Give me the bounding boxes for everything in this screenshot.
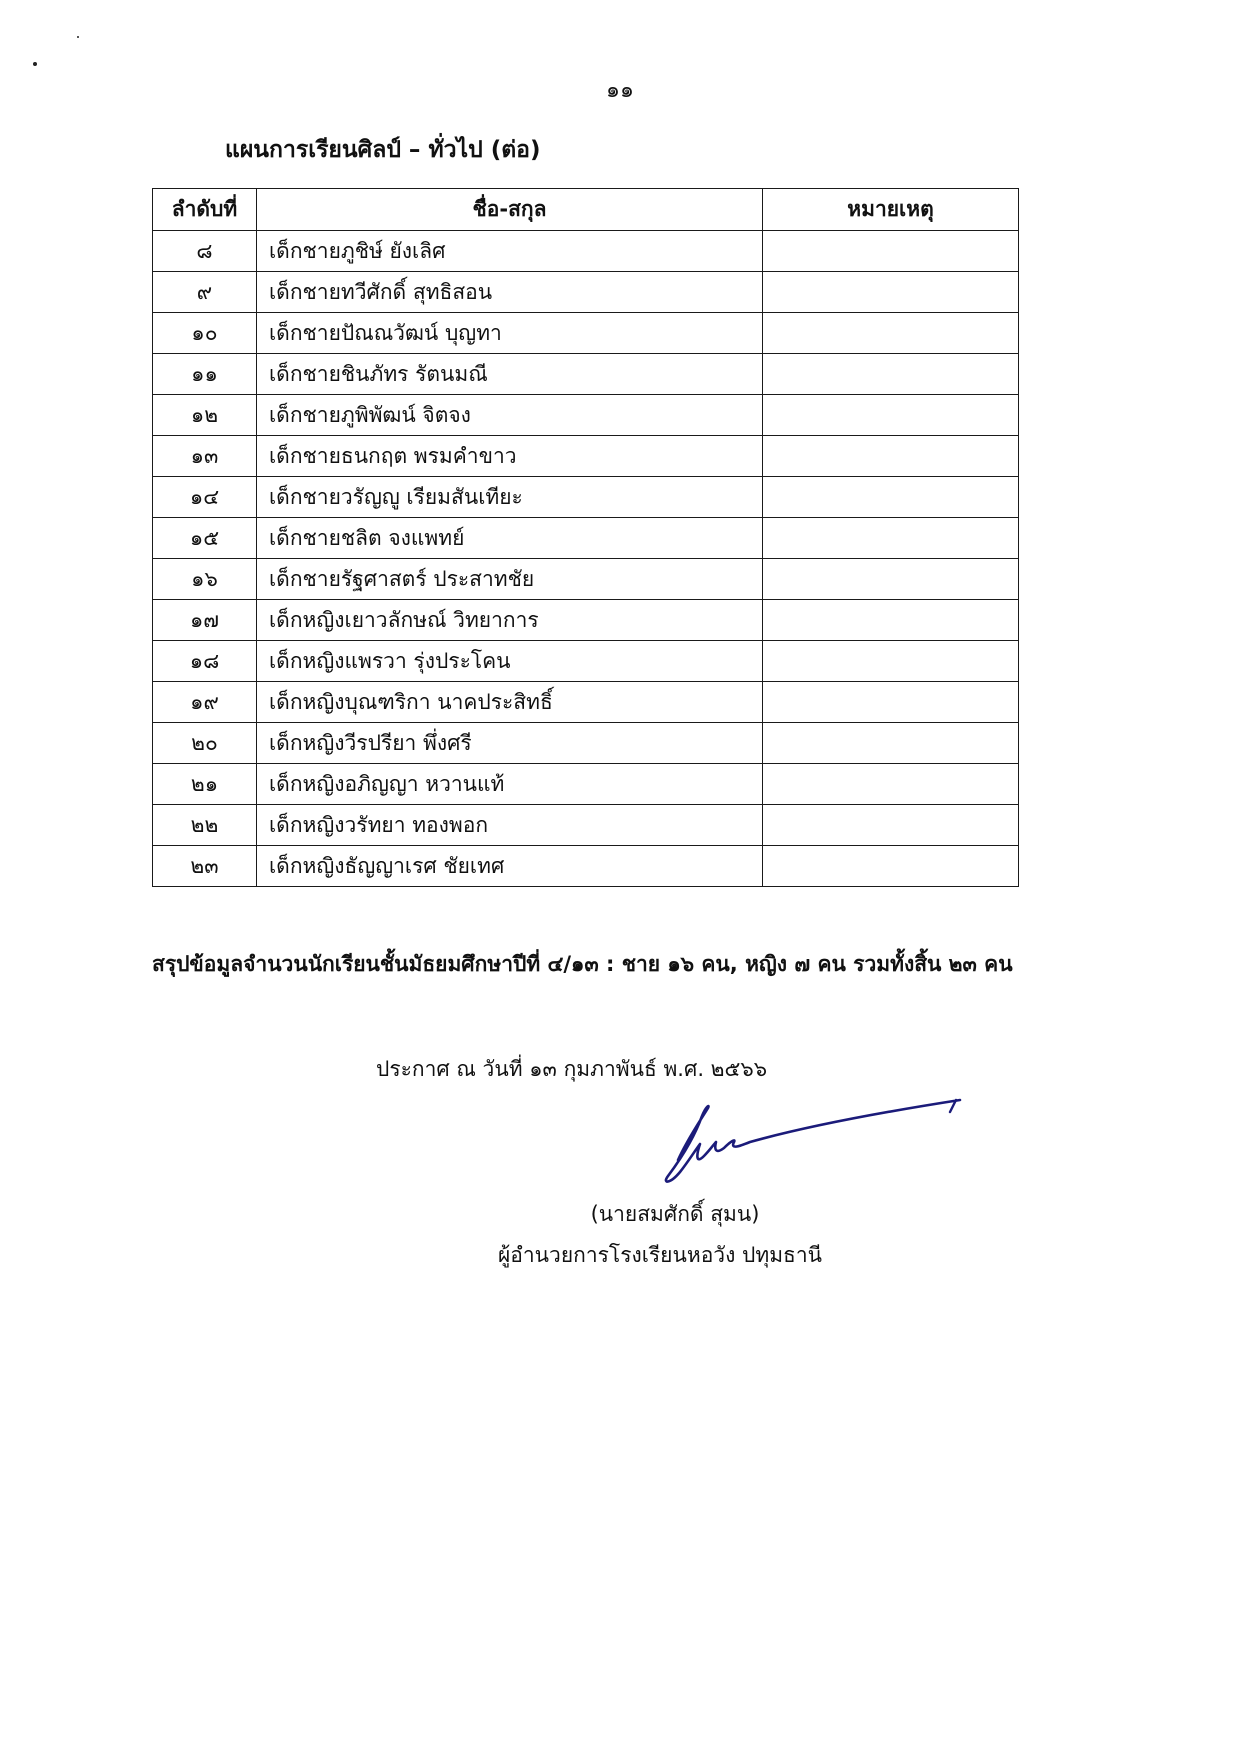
table-row (153, 436, 1019, 477)
remarks-cell (763, 436, 1019, 477)
scan-speck (33, 62, 37, 66)
row-number: ๑๔ (153, 477, 257, 518)
page-number: ๑๑ (606, 78, 634, 103)
remarks-cell (763, 477, 1019, 518)
table-row (153, 764, 1019, 805)
remarks-cell (763, 313, 1019, 354)
table-row (153, 559, 1019, 600)
student-name: เด็กชายธนกฤต พรมคำขาว (257, 436, 763, 477)
table-row (153, 231, 1019, 272)
student-name: เด็กชายวรัญญู เรียมสันเทียะ (257, 477, 763, 518)
row-number: ๑๑ (153, 354, 257, 395)
table-row (153, 272, 1019, 313)
table-row (153, 477, 1019, 518)
student-name: เด็กชายชินภัทร รัตนมณี (257, 354, 763, 395)
remarks-cell (763, 354, 1019, 395)
row-number: ๑๒ (153, 395, 257, 436)
table-row (153, 846, 1019, 887)
scan-speck (77, 36, 79, 38)
remarks-cell (763, 682, 1019, 723)
table-body (153, 231, 1019, 887)
summary-line: สรุปข้อมูลจำนวนนักเรียนชั้นมัธยมศึกษาปีที่ ๔/๑๓ : ชาย ๑๖ คน, หญิง ๗ คน รวมทั้งสิ้น ๒๓ คน (152, 952, 1013, 976)
table-row (153, 641, 1019, 682)
row-number: ๑๙ (153, 682, 257, 723)
student-name: เด็กชายปัณณวัฒน์ บุญทา (257, 313, 763, 354)
signature-image (650, 1098, 980, 1193)
student-name: เด็กหญิงวีรปรียา พึ่งศรี (257, 723, 763, 764)
table-row (153, 805, 1019, 846)
header-number: ลำดับที่ (153, 189, 257, 231)
student-name: เด็กหญิงวรัทยา ทองพอก (257, 805, 763, 846)
table-row (153, 354, 1019, 395)
row-number: ๑๐ (153, 313, 257, 354)
remarks-cell (763, 395, 1019, 436)
remarks-cell (763, 641, 1019, 682)
student-name: เด็กหญิงเยาวลักษณ์ วิทยาการ (257, 600, 763, 641)
table-row (153, 682, 1019, 723)
remarks-cell (763, 764, 1019, 805)
remarks-cell (763, 272, 1019, 313)
row-number: ๑๕ (153, 518, 257, 559)
student-name: เด็กชายชลิต จงแพทย์ (257, 518, 763, 559)
table-row (153, 313, 1019, 354)
student-name: เด็กชายรัฐศาสตร์ ประสาทชัย (257, 559, 763, 600)
row-number: ๒๓ (153, 846, 257, 887)
row-number: ๙ (153, 272, 257, 313)
table-row (153, 600, 1019, 641)
row-number: ๑๘ (153, 641, 257, 682)
signer-title: ผู้อำนวยการโรงเรียนหอวัง ปทุมธานี (497, 1243, 823, 1267)
remarks-cell (763, 805, 1019, 846)
student-name: เด็กหญิงบุณฑริกา นาคประสิทธิ์ (257, 682, 763, 723)
row-number: ๒๐ (153, 723, 257, 764)
student-name: เด็กชายทวีศักดิ์ สุทธิสอน (257, 272, 763, 313)
row-number: ๒๒ (153, 805, 257, 846)
remarks-cell (763, 846, 1019, 887)
student-name: เด็กชายภูพิพัฒน์ จิตจง (257, 395, 763, 436)
header-name: ชื่อ-สกุล (257, 189, 763, 231)
table-header-row (153, 189, 1019, 231)
remarks-cell (763, 559, 1019, 600)
section-heading: แผนการเรียนศิลป์ – ทั่วไป (ต่อ) (225, 137, 541, 163)
header-remarks: หมายเหตุ (763, 189, 1019, 231)
student-name: เด็กหญิงแพรวา รุ่งประโคน (257, 641, 763, 682)
row-number: ๑๗ (153, 600, 257, 641)
table-row (153, 723, 1019, 764)
student-name: เด็กหญิงอภิญญา หวานแท้ (257, 764, 763, 805)
signer-name: (นายสมศักดิ์ สุมน) (590, 1202, 760, 1226)
row-number: ๘ (153, 231, 257, 272)
table-row (153, 518, 1019, 559)
student-name: เด็กหญิงธัญญาเรศ ชัยเทศ (257, 846, 763, 887)
remarks-cell (763, 723, 1019, 764)
row-number: ๑๖ (153, 559, 257, 600)
student-name: เด็กชายภูชิษ์ ยังเลิศ (257, 231, 763, 272)
table-row (153, 395, 1019, 436)
row-number: ๑๓ (153, 436, 257, 477)
row-number: ๒๑ (153, 764, 257, 805)
remarks-cell (763, 600, 1019, 641)
remarks-cell (763, 231, 1019, 272)
student-table (152, 188, 1019, 887)
announcement-date: ประกาศ ณ วันที่ ๑๓ กุมภาพันธ์ พ.ศ. ๒๕๖๖ (376, 1057, 768, 1081)
remarks-cell (763, 518, 1019, 559)
